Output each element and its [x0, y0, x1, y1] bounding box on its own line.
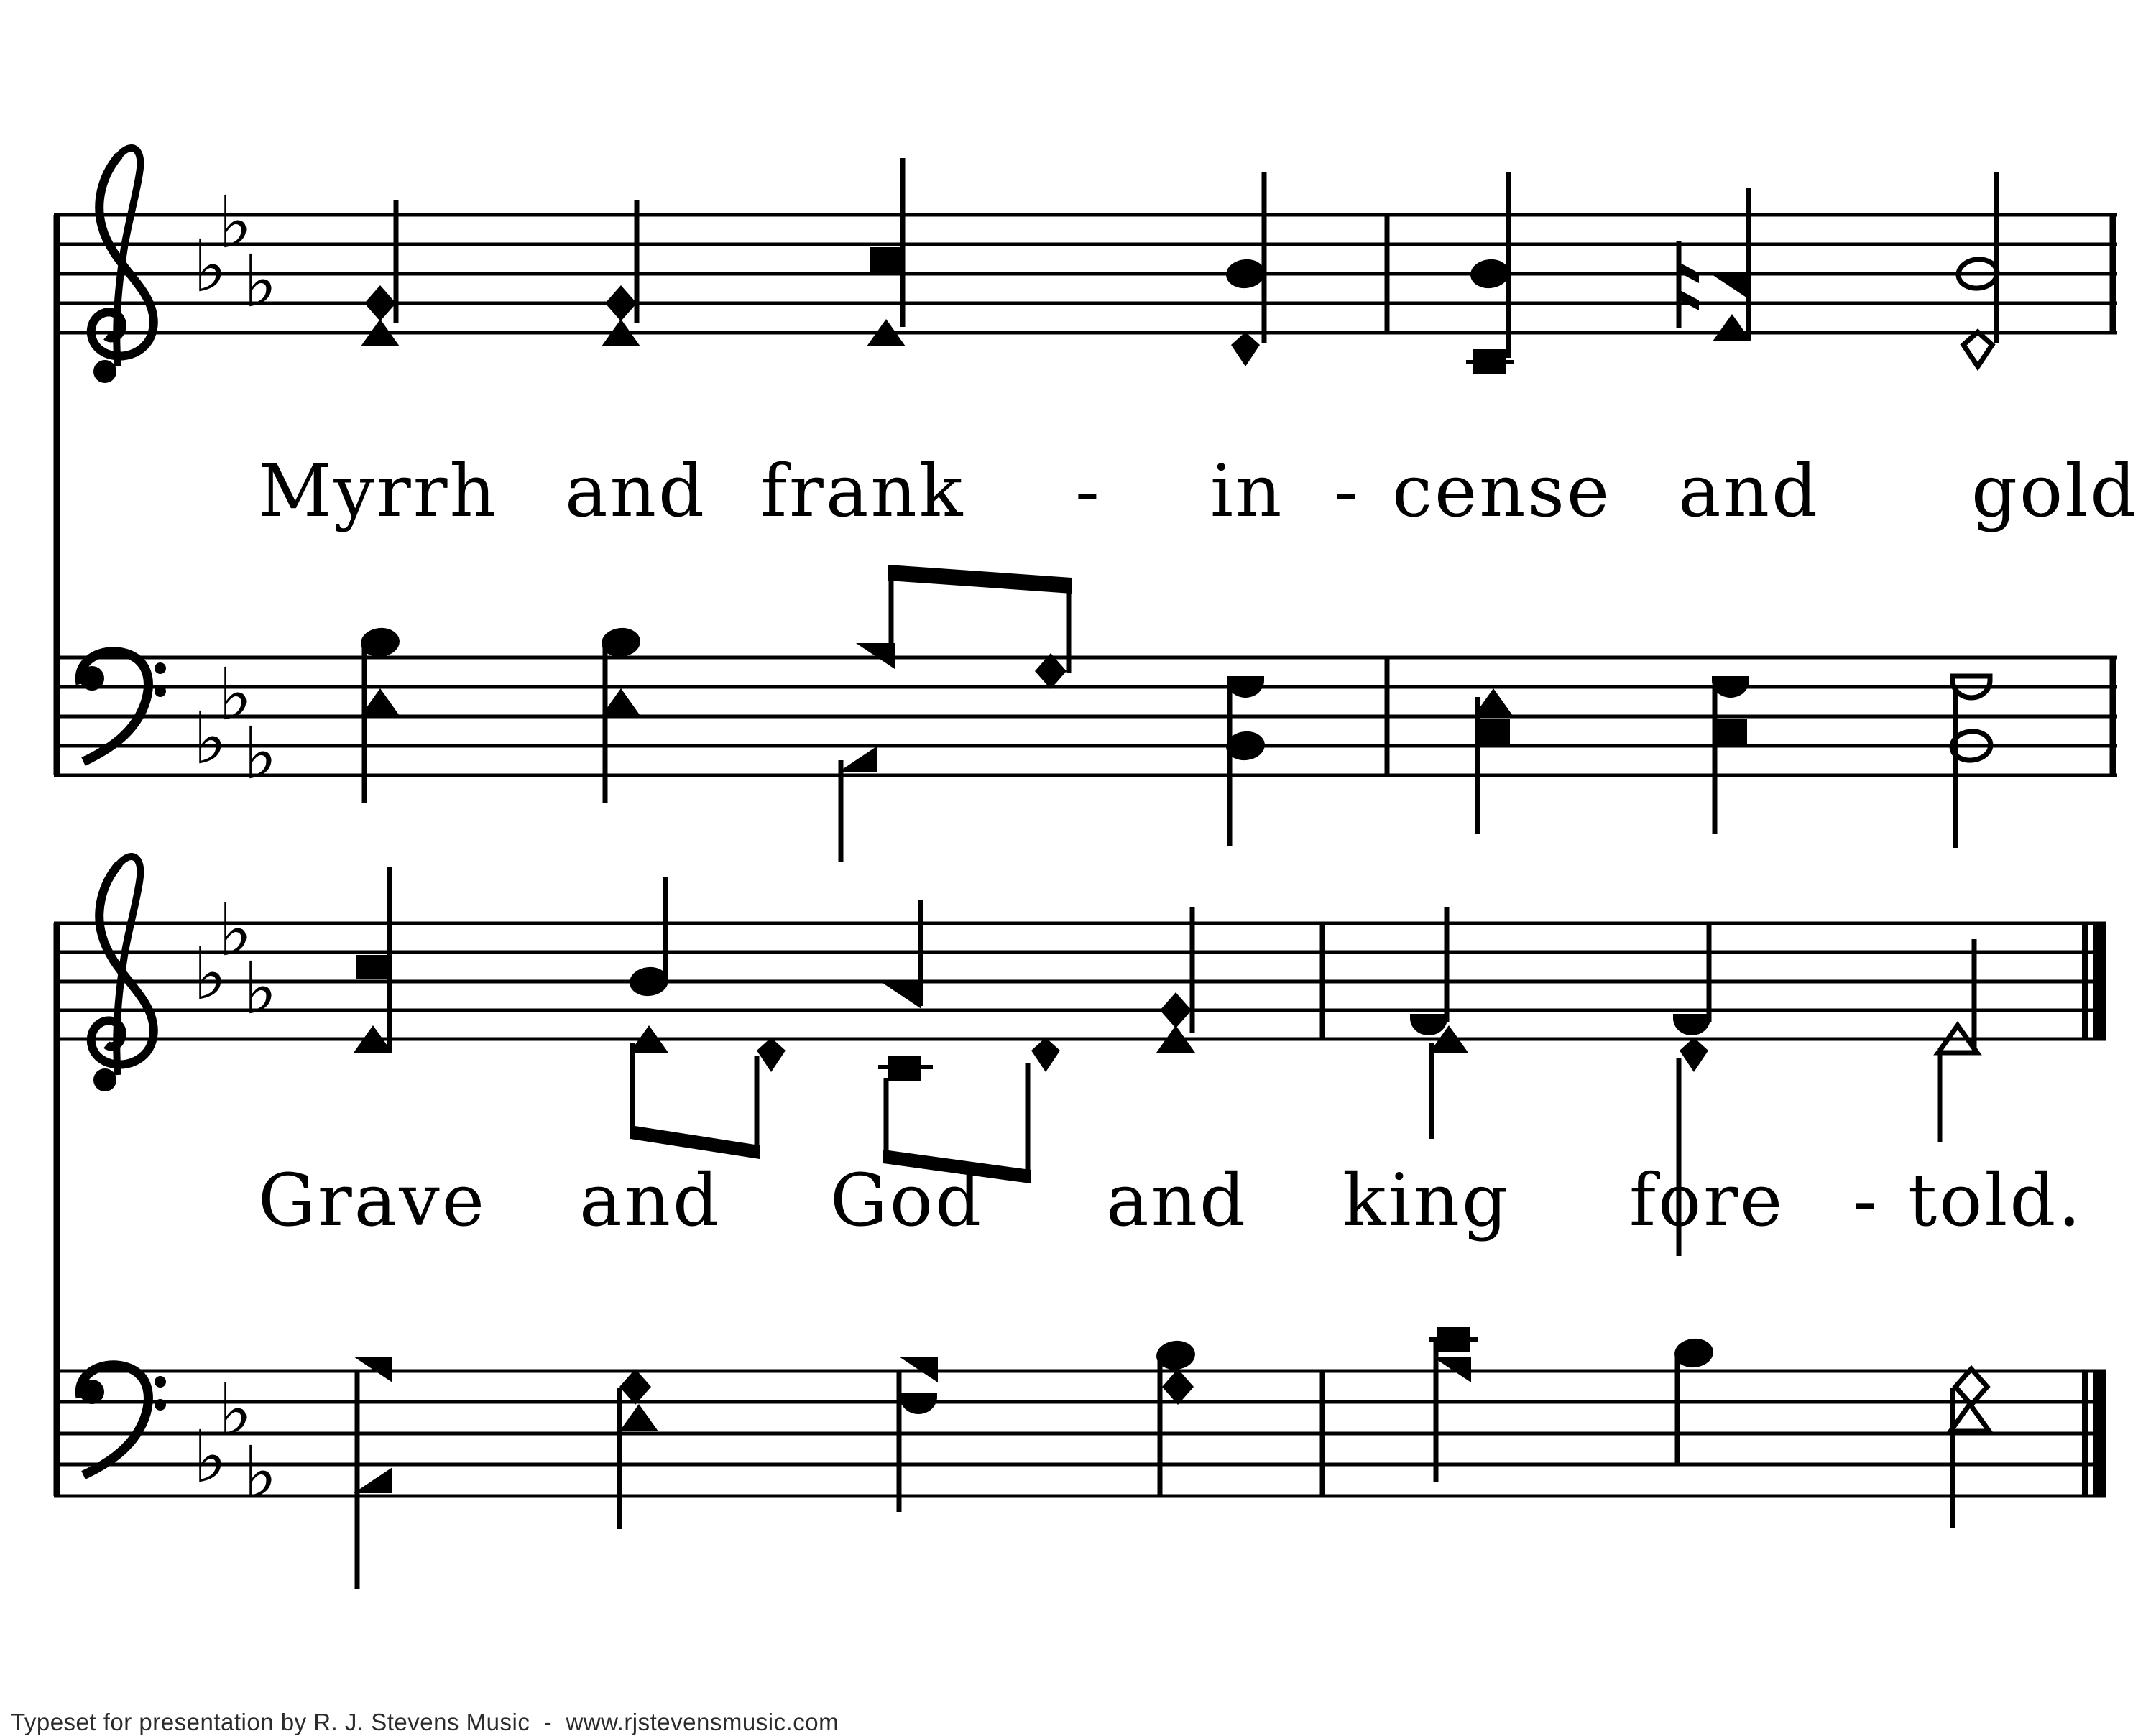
lyric-word: and	[1678, 449, 1820, 533]
lyric-word: and	[565, 449, 707, 533]
notehead-ti-cone	[1031, 1038, 1060, 1072]
notehead-la-rect	[356, 955, 390, 979]
lyric-word: cense	[1392, 449, 1612, 533]
treble-clef-icon	[91, 148, 154, 383]
flat-icon: ♭	[193, 696, 227, 780]
notehead-mi-diamond	[364, 285, 396, 321]
treble-clef-icon	[91, 857, 154, 1091]
lyrics-line-1	[258, 449, 2138, 533]
clefs	[80, 148, 166, 1475]
flat-icon: ♭	[193, 224, 227, 308]
lyrics-line-2	[258, 1158, 2083, 1242]
lyric-word: told.	[1908, 1158, 2083, 1242]
notehead-ti-cone	[1963, 332, 1992, 366]
notehead-la-rect	[888, 1056, 921, 1081]
notehead-mi-diamond	[605, 285, 637, 321]
flat-icon: ♭	[218, 652, 252, 737]
lyric-word: frank	[760, 449, 965, 533]
notehead-la-rect	[1477, 719, 1510, 744]
barlines	[1322, 215, 2113, 1496]
eighth-note-flag	[1680, 290, 1699, 310]
eighth-note-beam	[630, 1125, 760, 1159]
lyric-word: Myrrh	[258, 449, 498, 533]
key-signature-flats	[193, 180, 277, 1515]
notehead-ti-cone	[1231, 332, 1260, 366]
flat-icon: ♭	[243, 946, 277, 1030]
notehead-fa-righttriangle	[1710, 273, 1749, 299]
notehead-do-triangle	[1950, 1404, 1989, 1431]
notehead-mi-diamond	[1162, 1369, 1194, 1405]
notehead-mi-diamond	[1160, 992, 1192, 1028]
eighth-note-beam	[888, 565, 1072, 594]
typeset-credit: Typeset for presentation by R. J. Stevens Music - www.rjstevensmusic.com	[11, 1709, 839, 1735]
lyric-word: gold	[1971, 449, 2139, 533]
notehead-fa-righttriangle	[839, 746, 877, 772]
lyric-word: and	[579, 1158, 722, 1242]
flat-icon: ♭	[218, 1368, 252, 1452]
notehead-re-cup	[1673, 1014, 1710, 1035]
notehead-mi-diamond	[619, 1369, 651, 1405]
lyric-word: -	[1334, 449, 1360, 533]
eighth-note-flag	[1680, 263, 1699, 283]
lyric-word: God	[830, 1158, 984, 1242]
lyrics	[258, 449, 2138, 1242]
flat-icon: ♭	[243, 1431, 277, 1515]
lyric-word: -	[1853, 1158, 1879, 1242]
notehead-re-cup	[1410, 1014, 1447, 1035]
lyric-word: fore	[1629, 1158, 1785, 1242]
flat-icon: ♭	[243, 711, 277, 795]
notehead-do-triangle	[619, 1404, 658, 1431]
notehead-re-cup	[900, 1393, 937, 1414]
notehead-re-cup	[1712, 676, 1749, 698]
bass-clef-icon	[80, 1365, 166, 1475]
notehead-fa-righttriangle	[883, 983, 921, 1009]
notehead-sol-oval	[1469, 257, 1511, 290]
flat-icon: ♭	[243, 239, 277, 323]
notehead-la-rect	[1473, 349, 1506, 374]
flat-icon: ♭	[218, 180, 252, 264]
notehead-sol-oval	[1225, 257, 1266, 290]
lyric-word: in	[1210, 449, 1284, 533]
notehead-ti-cone	[757, 1038, 786, 1072]
notehead-re-cup	[1227, 676, 1264, 698]
notehead-ti-cone	[1680, 1038, 1708, 1072]
staff-lines	[54, 215, 2117, 1496]
lyric-word: and	[1106, 1158, 1248, 1242]
notehead-la-rect	[1714, 719, 1747, 744]
flat-icon: ♭	[218, 888, 252, 972]
lyric-word: king	[1342, 1158, 1510, 1242]
lyric-word: -	[1075, 449, 1102, 533]
lyric-word: Grave	[258, 1158, 487, 1242]
notes	[354, 158, 1999, 1589]
flat-icon: ♭	[193, 1415, 227, 1499]
notehead-mi-diamond	[1955, 1369, 1987, 1405]
notehead-la-rect	[1437, 1327, 1470, 1352]
notehead-do-triangle	[1713, 314, 1751, 341]
notehead-la-rect	[870, 247, 903, 272]
flat-icon: ♭	[193, 932, 227, 1016]
